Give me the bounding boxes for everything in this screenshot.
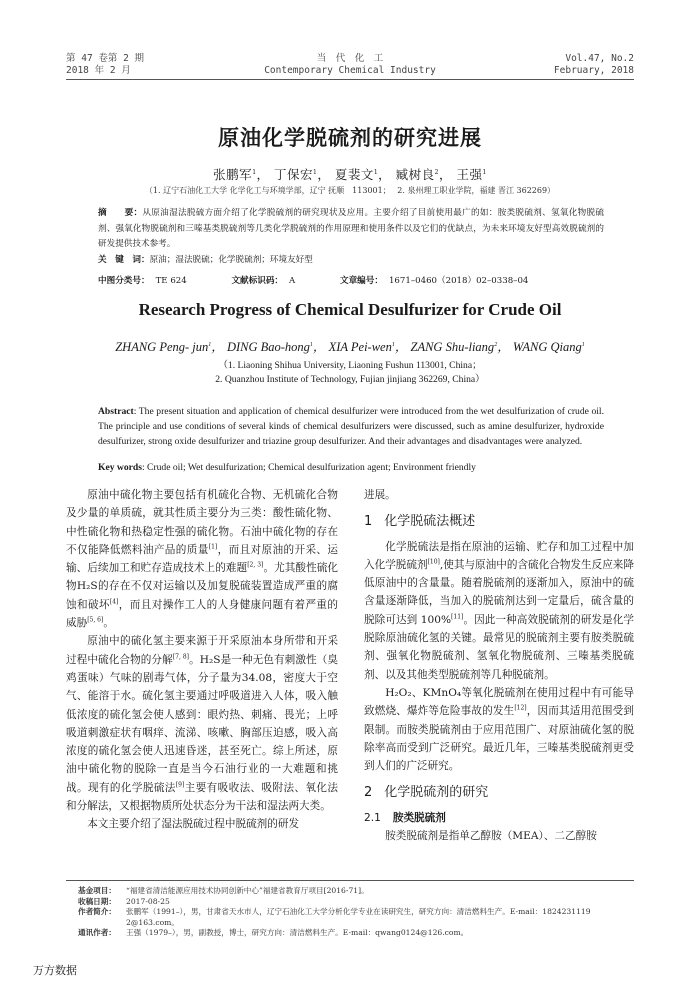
author-cn: 丁保宏: [274, 167, 314, 182]
author-cn: 王强: [456, 167, 483, 182]
author-en: WANG Qiang: [512, 340, 582, 354]
paragraph: 原油中硫化物主要包括有机硫化合物、无机硫化合物及少量的单质硫，就其性质主要分为三类：酸性硫化物、中性硫化物和热稳定性强的硫化物。石油中硫化物的存在不仅能降低燃料油产品的质量[1]，而且对原油的开采、运输、后续加工和贮存造成技术上的难题[2, 3]。尤其酸性硫化物H₂S的存在不仅对运输以及加复脱硫装置造成严重的腐蚀和破坏[4]，而且对操作工人的人身健康问题有着严重的威胁[5, 6]。: [66, 489, 339, 630]
abstract-en-label: Abstract: [98, 406, 134, 417]
footnote-received: 收稿日期： 2017-08-25: [78, 896, 170, 906]
abstract-en-text: : The present situation and application of chemical desulfurizer were introduced from the wet desulfurization of crude oil. The principle and use conditions of several kinds of chemical desulfurizers were discussed, such as amine desulfurizer, hydroxide desulfurizer, strong oxide desulfurizer and triazine group desulfurizer. And their advantages and disadvantages were analyzed.: [98, 406, 604, 448]
paragraph: 化学脱硫法是指在原油的运输、贮存和加工过程中加入化学脱硫剂[10],使其与原油中的含硫化合物发生反应来降低原油中的含量量。随着脱硫剂的逐渐加入，原油中的硫含量逐渐降低，当加入的脱硫剂达到一定量后，硫含量的脱除可达到 100%[11]。因此一种高效脱硫剂的研发是化学脱除原油硫化氢的关键。最常见的脱硫剂主要有胺类脱硫剂、强氧化物脱硫剂、氢氧化物脱硫剂、三嗪基类脱硫剂、以及其他类型脱硫剂等几种脱硫剂。: [364, 540, 634, 681]
clc-number: TE 624: [155, 276, 187, 286]
body-column-right: [364, 486, 634, 845]
author-cn: 张鹏军: [213, 167, 253, 182]
keywords-en-text: : Crude oil; Wet desulfurization; Chemical desulfurization agent; Environment friendly: [141, 462, 476, 473]
author-en: DING Bao-hong: [226, 340, 310, 354]
volume-en: Vol.47, No.2: [565, 53, 634, 64]
paragraph: 进展。: [364, 489, 396, 501]
footnote-funding: 基金项目： “福建省清洁能源应用技术协同创新中心”福建省教育厅项目[2016-71]。: [78, 886, 369, 895]
footnote-author-bio: 作者简介： 张鹏军（1991–），男，甘肃省天水市人，辽宁石油化工大学分析化学专业在读研究生，研究方向：清洁燃料生产。E-mail：1824231119 2@163.com。: [78, 907, 591, 927]
classification-line: 中图分类号： TE 624 文献标识码： A 文章编号： 1671–0460（2018）02–0338–04: [98, 276, 529, 286]
authors-en: ZHANG Peng- jun$^1$， DING Bao-hong$^1$， XIA Pei-wen$^1$， ZANG Shu-liang$^2$， WANG Qiang$^1$: [115, 340, 585, 354]
abstract-cn-label: 摘 要：: [98, 208, 143, 218]
wanfang-watermark: 万方数据: [33, 964, 77, 977]
keywords-cn-label: 关 键 词：: [98, 254, 150, 265]
affiliations-cn: （1. 辽宁石油化工大学 化学化工与环境学部，辽宁 抚顺 113001； 2. 泉州理工职业学院，福建 晋江 362269）: [144, 186, 556, 195]
doc-code: A: [289, 276, 296, 286]
volume-cn: 第 47 卷第 2 期: [66, 53, 145, 64]
paragraph: 本文主要介绍了湿法脱硫过程中脱硫剂的研发: [87, 818, 300, 831]
subsection-heading-2-1: 2.1 胺类脱硫剂: [364, 811, 446, 824]
header-right: [554, 53, 634, 77]
keywords-cn-text: 原油；湿法脱硫；化学脱硫剂；环境友好型: [149, 254, 313, 265]
abstract-cn-text: 从原油湿法脱硫方面介绍了化学脱硫剂的研究现状及应用。主要介绍了目前使用最广的如：胺类脱硫剂、氢氧化物脱硫剂、强氧化物脱硫剂和三嗪基类脱硫剂等几类化学脱硫剂的作用原理和使用条件以及它们的优缺点，为未来环境友好型高效脱硫剂的研发提供技术参考。: [98, 208, 604, 249]
article-number: 1671–0460（2018）02–0338–04: [388, 276, 529, 286]
abstract-cn: [98, 206, 604, 268]
affiliations-en: （1. Liaoning Shihua University, Liaoning Fushun 113001, China； 2. Quanzhou Institute of Technology, Fujian jinjiang 362269, China）: [215, 360, 485, 385]
author-cn: 臧树良: [395, 167, 435, 182]
footnote-corresponding: 通讯作者： 王强（1979–），男，副教授，博士，研究方向：清洁燃料生产。E-mail：qwang0124@126.com。: [78, 928, 469, 938]
authors-cn: 张鹏军$^1$， 丁保宏$^1$， 夏裴文$^1$， 臧树良$^2$， 王强$^1$: [213, 167, 487, 182]
date-cn: 2018 年 2 月: [66, 65, 131, 76]
title-cn: 原油化学脱硫剂的研究进展: [218, 126, 482, 150]
paragraph: 原油中的硫化氢主要来源于开采原油本身所带和开采过程中硫化合物的分解[7, 8]。H₂S是一种无色有刺激性（臭鸡蛋味）气味的剧毒气体，分子量为34.08，密度大于空气、能溶于水。硫化氢主要通过呼吸道进入人体，吸入触低浓度的硫化氢会使人感到：眼灼热、刺痛、畏光；上呼吸道刺激症状有咽痒、流涕、咳嗽、胸部压迫感，吸入高浓度的硫化氢会使人迅速昏迷，甚至死亡。综上所述，原油中硫化物的脱除一直是当今石油行业的一大难题和挑战。现有的化学脱硫法[9]主要有吸收法、吸附法、氧化法和分解法，又根据物质所处状态分为干法和湿法两大类。: [66, 635, 339, 813]
section-heading-1: 1 化学脱硫法概述: [364, 514, 476, 530]
keywords-en: [98, 462, 604, 473]
keywords-en-label: Key words: [98, 462, 142, 473]
author-en: ZANG Shu-liang: [410, 340, 495, 354]
section-heading-2: 2 化学脱硫剂的研究: [364, 785, 489, 801]
paragraph: 胺类脱硫剂是指单乙醇胺（MEA）、二乙醇胺: [385, 830, 597, 843]
date-en: February, 2018: [553, 65, 634, 76]
author-cn: 夏裴文: [334, 167, 374, 182]
title-en: Research Progress of Chemical Desulfurizer for Crude Oil: [138, 300, 562, 319]
footnotes: [78, 886, 638, 939]
footnote-rule: [66, 880, 634, 881]
body-column-left: [66, 486, 338, 834]
paragraph: H₂O₂、KMnO₄等氧化脱硫剂在使用过程中有可能导致燃烧、爆炸等危险事故的发生[12]，因而其适用范围受到限制。而胺类脱硫剂由于应用范围广、对原油硫化氢的脱除率高而受到广泛研究。最近几年，三嗪基类脱硫剂更受到人们的广泛研究。: [364, 686, 635, 773]
journal-name-en: Contemporary Chemical Industry: [264, 65, 436, 76]
author-en: XIA Pei-wen: [328, 340, 392, 354]
journal-name-cn: 当 代 化 工: [316, 53, 384, 64]
header-rule: [66, 79, 634, 80]
abstract-en: [98, 404, 604, 450]
author-en: ZHANG Peng- jun: [115, 340, 209, 354]
